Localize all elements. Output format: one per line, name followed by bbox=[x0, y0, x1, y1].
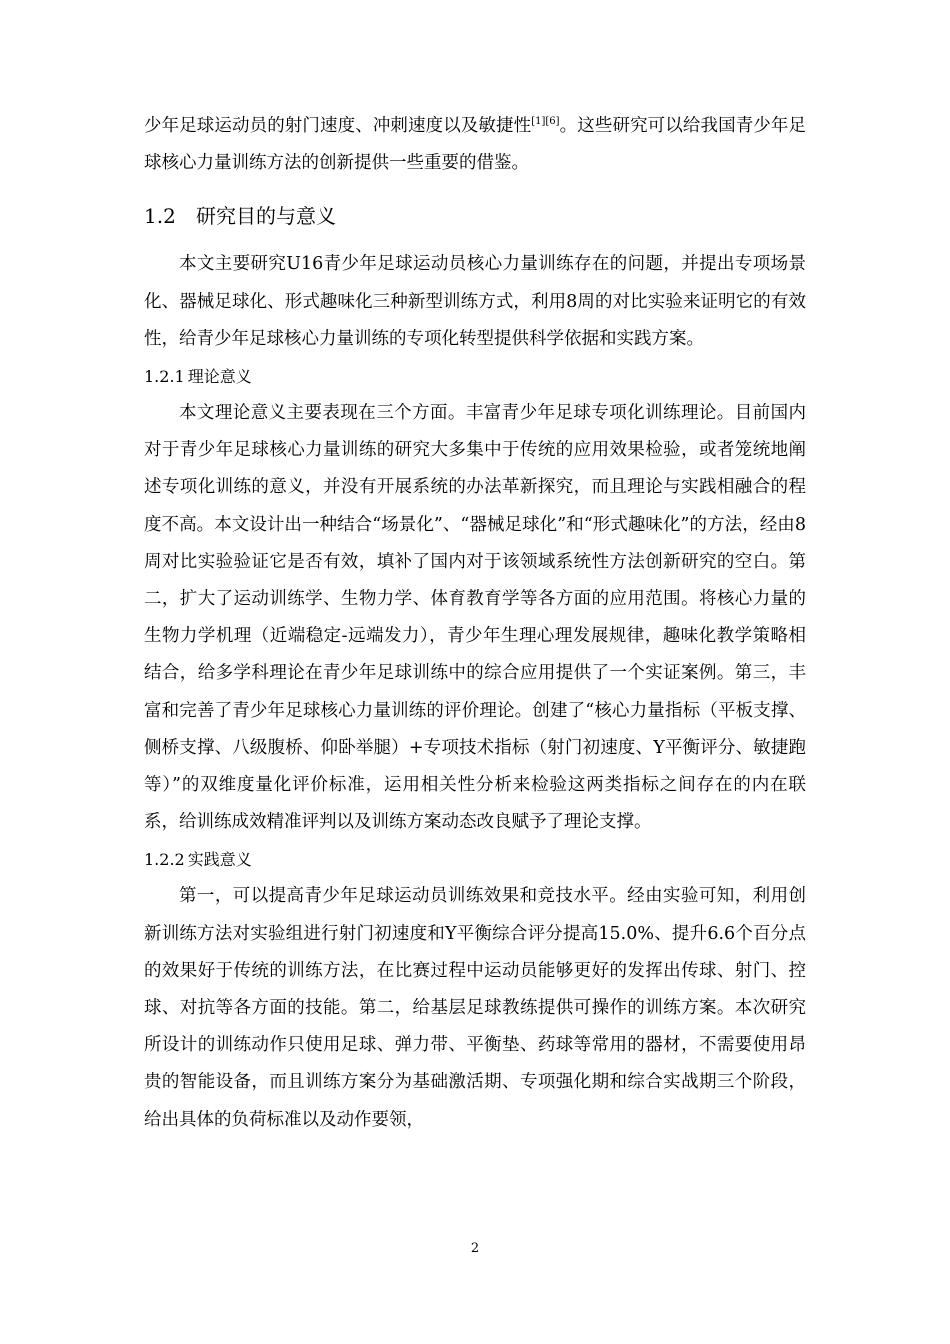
subsection-title: 实践意义 bbox=[187, 850, 252, 870]
subsection-heading-1-2-2 bbox=[144, 841, 806, 878]
page-body bbox=[144, 108, 806, 1139]
section-title: 研究目的与意义 bbox=[196, 204, 336, 229]
subsection-title: 理论意义 bbox=[187, 367, 252, 387]
section-number: 1.2 bbox=[144, 204, 176, 229]
paragraph: 本文主要研究U16青少年足球运动员核心力量训练存在的问题，并提出专项场景化、器械足球化、形式趣味化三种新型训练方式，利用8周的对比实验来证明它的有效性，给青少年足球核心力量训练的专项化转型提供科学依据和实践方案。 bbox=[144, 254, 806, 349]
subsection-number: 1.2.1 bbox=[144, 367, 185, 387]
subsection-number: 1.2.2 bbox=[144, 850, 185, 870]
citation: [1][6] bbox=[531, 116, 560, 128]
page-number: 2 bbox=[470, 1241, 480, 1256]
paragraph: 本文理论意义主要表现在三个方面。丰富青少年足球专项化训练理论。目前国内对于青少年足球核心力量训练的研究大多集中于传统的应用效果检验，或者笼统地阐述专项化训练的意义，并没有开展系统的办法革新探究，而且理论与实践相融合的程度不高。本文设计出一种结合“场景化”、“器械足球化”和“形式趣味化”的方法，经由8周对比实验验证它是否有效，填补了国内对于该领域系统性方法创新研究的空白。第二，扩大了运动训练学、生物力学、体育教育学等各方面的应用范围。将核心力量的生物力学机理（近端稳定-远端发力），青少年生理心理发展规律，趣味化教学策略相结合，给多学科理论在青少年足球训练中的综合应用提供了一个实证案例。第三，丰富和完善了青少年足球核心力量训练的评价理论。创建了“核心力量指标（平板支撑、侧桥支撑、八级腹桥、仰卧举腿）+专项技术指标（射门初速度、Y平衡评分、敏捷跑等）”的双维度量化评价标准，运用相关性分析来检验这两类指标之间存在的内在联系，给训练成效精准评判以及训练方案动态改良赋予了理论支撑。 bbox=[144, 403, 806, 833]
subsection-heading-1-2-1 bbox=[144, 358, 806, 395]
paragraph-continued bbox=[144, 108, 806, 182]
paragraph-text: 。这些研究可以给我国青少年足球核心力量训练方法的创新提供一些重要的借鉴。 bbox=[144, 116, 806, 174]
paragraph: 第一，可以提高青少年足球运动员训练效果和竞技水平。经由实验可知，利用创新训练方法对实验组进行射门初速度和Y平衡综合评分提高15.0%、提升6.6个百分点的效果好于传统的训练方法，在比赛过程中运动员能够更好的发挥出传球、射门、控球、对抗等各方面的技能。第二，给基层足球教练提供可操作的训练方案。本次研究所设计的训练动作只使用足球、弹力带、平衡垫、药球等常用的器材，不需要使用昂贵的智能设备，而且训练方案分为基础激活期、专项强化期和综合实战期三个阶段，给出具体的负荷标准以及动作要领， bbox=[144, 886, 806, 1130]
paragraph-text: 少年足球运动员的射门速度、冲刺速度以及敏捷性 bbox=[144, 116, 532, 136]
section-heading-1-2 bbox=[144, 194, 806, 238]
